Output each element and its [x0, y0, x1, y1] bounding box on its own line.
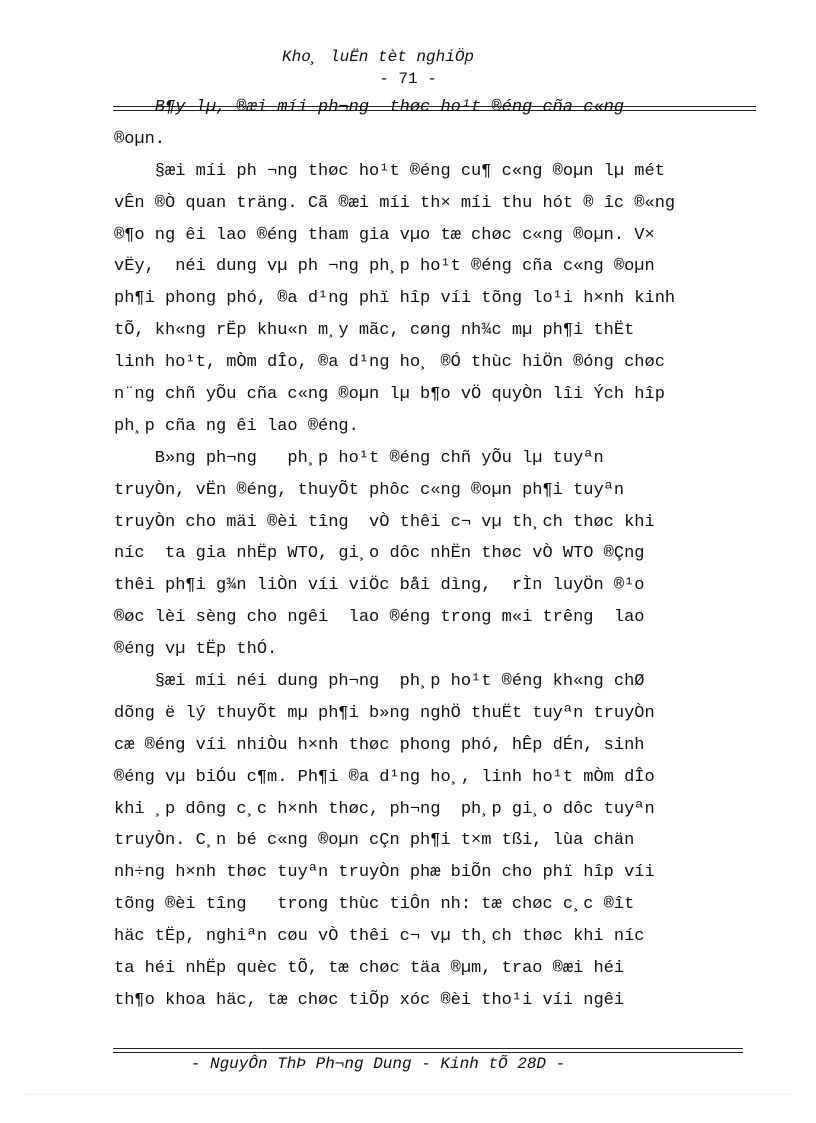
- text-line: khi ¸p dông c¸c h×nh thøc, ph¬ng ph¸p gi¸o dôc tuyªn: [114, 799, 655, 819]
- text-line: ph¸p cña ng êi lao ®éng.: [114, 416, 359, 436]
- section-heading-line: B¶y lµ, ®æi míi ph¬ng thøc ho¹t ®éng cña c«ng: [114, 98, 625, 117]
- text-line: truyÒn cho mäi ®èi tîng vÒ thêi c¬ vµ th¸ch thøc khi: [114, 512, 655, 532]
- text-line: ®¶o ng êi lao ®éng tham gia vµo tæ chøc c«ng ®oµn. V×: [114, 225, 655, 245]
- text-line: vËy, néi dung vµ ph ¬ng ph¸p ho¹t ®éng cña c«ng ®oµn: [114, 257, 655, 277]
- text-line: n¨ng chñ yÕu cña c«ng ®oµn lµ b¶o vÖ quyÒn lîi Ých hîp: [114, 385, 665, 405]
- text-line: ®éng vµ tËp thÓ.: [114, 640, 278, 660]
- text-line: nh÷ng h×nh thøc tuyªn truyÒn phæ biÕn cho phï hîp víi: [114, 863, 655, 883]
- footer-double-rule: [113, 1048, 743, 1053]
- text-line: ph¶i phong phó, ®a d¹ng phï hîp víi tõng lo¹i h×nh kinh: [114, 289, 676, 309]
- text-line: tÕ, kh«ng rËp khu«n m¸y mãc, cøng nh¾c mµ ph¶i thËt: [114, 321, 635, 341]
- body-text: [114, 92, 740, 1017]
- text-line: truyÒn. C¸n bé c«ng ®oµn cÇn ph¶i t×m tßi, lùa chän: [114, 831, 635, 851]
- page-number: - 71 -: [379, 70, 437, 88]
- footer-author: - NguyÔn ThÞ Ph¬ng Dung - Kinh tÕ 28D -: [190, 1055, 566, 1073]
- text-line: ta héi nhËp quèc tÕ, tæ chøc täa ®µm, trao ®æi héi: [114, 959, 625, 979]
- text-line: dõng ë lý thuyÕt mµ ph¶i b»ng nghÖ thuËt tuyªn truyÒn: [114, 703, 655, 723]
- page-edge-divider: [24, 1094, 792, 1095]
- text-line: §æi míi néi dung ph¬ng ph¸p ho¹t ®éng kh«ng chØ: [114, 672, 645, 692]
- text-line: truyÒn, vËn ®éng, thuyÕt phôc c«ng ®oµn ph¶i tuyªn: [114, 480, 625, 500]
- text-line: ®oµn.: [114, 129, 166, 149]
- text-line: vÊn ®Ò quan träng. Cã ®æi míi th× míi thu hót ® îc ®«ng: [114, 193, 676, 213]
- text-line: cæ ®éng víi nhiÒu h×nh thøc phong phó, hÊp dÉn, sinh: [114, 735, 645, 755]
- text-line: ®éng vµ biÓu c¶m. Ph¶i ®a d¹ng ho¸, linh ho¹t mÒm dÎo: [114, 767, 655, 787]
- text-line: ®øc lèi sèng cho ngêi lao ®éng trong m«i trêng lao: [114, 608, 645, 628]
- text-line: th¶o khoa häc, tæ chøc tiÕp xóc ®èi tho¹i víi ngêi: [114, 990, 625, 1010]
- text-line: thêi ph¶i g¾n liÒn víi viÖc båi dìng, rÌn luyÖn ®¹o: [114, 576, 645, 596]
- text-line: §æi míi ph ¬ng thøc ho¹t ®éng cu¶ c«ng ®oµn lµ mét: [114, 161, 665, 181]
- thesis-header-title: Kho¸ luËn tèt nghiÖp: [281, 48, 475, 66]
- text-line: tõng ®èi tîng trong thùc tiÔn nh: tæ chøc c¸c ®ît: [114, 895, 635, 915]
- text-line: B»ng ph¬ng ph¸p ho¹t ®éng chñ yÕu lµ tuyªn: [114, 448, 604, 468]
- text-line: linh ho¹t, mÒm dÎo, ®a d¹ng ho¸ ®Ó thùc hiÖn ®óng chøc: [114, 353, 665, 373]
- text-line: níc ta gia nhËp WTO, gi¸o dôc nhËn thøc vÒ WTO ®Çng: [114, 544, 645, 564]
- text-line: häc tËp, nghiªn cøu vÒ thêi c¬ vµ th¸ch thøc khi níc: [114, 927, 645, 947]
